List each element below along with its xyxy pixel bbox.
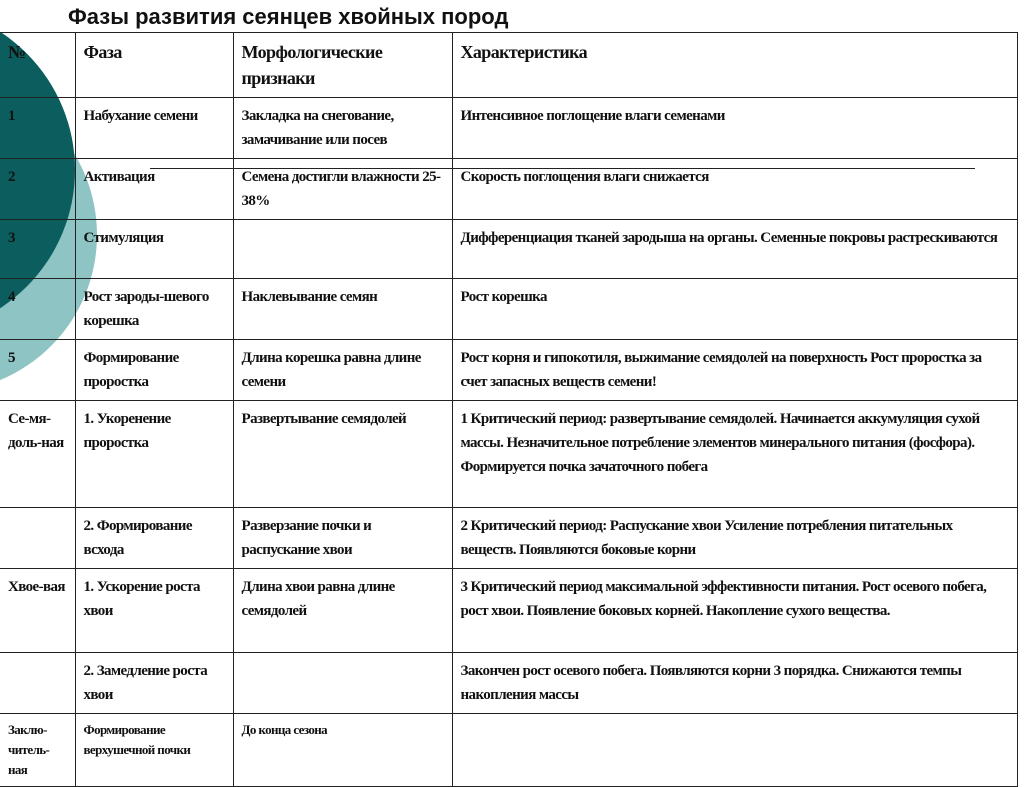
cell-characteristic: Рост корня и гипокотиля, выжимание семядолей на поверхность Рост проростка за счет запасных веществ семени!: [452, 340, 1018, 401]
table-row: [0, 401, 1018, 508]
cell-number: Хвое-вая: [0, 569, 75, 653]
cell-characteristic: 3 Критический период максимальной эффективности питания. Рост осевого побега, рост хвои. Появление боковых корней. Накопление сухого вещества.: [452, 569, 1018, 653]
header-number: №: [0, 33, 75, 98]
cell-characteristic: Закончен рост осевого побега. Появляются корни 3 порядка. Снижаются темпы накопления массы: [452, 653, 1018, 714]
cell-phase: 2. Формирование всхода: [75, 508, 233, 569]
cell-number: [0, 653, 75, 714]
cell-phase: Набухание семени: [75, 98, 233, 159]
cell-morphology: До конца сезона: [233, 714, 452, 787]
cell-number: 5: [0, 340, 75, 401]
cell-characteristic: Дифференциация тканей зародыша на органы. Семенные покровы растрескиваются: [452, 220, 1018, 279]
cell-morphology: Наклевывание семян: [233, 279, 452, 340]
cell-morphology: [233, 220, 452, 279]
stray-line: [150, 168, 975, 169]
table-row: [0, 569, 1018, 653]
table-row: [0, 508, 1018, 569]
cell-number: 1: [0, 98, 75, 159]
cell-characteristic: Скорость поглощения влаги снижается: [452, 159, 1018, 220]
phases-table: [0, 32, 1018, 787]
header-phase: Фаза: [75, 33, 233, 98]
cell-characteristic: Интенсивное поглощение влаги семенами: [452, 98, 1018, 159]
cell-characteristic: Рост корешка: [452, 279, 1018, 340]
cell-phase: 1. Ускорение роста хвои: [75, 569, 233, 653]
table-row: [0, 220, 1018, 279]
table-row: [0, 714, 1018, 787]
cell-phase: 2. Замедление роста хвои: [75, 653, 233, 714]
table-row: [0, 98, 1018, 159]
table-row: [0, 279, 1018, 340]
cell-phase: Стимуляция: [75, 220, 233, 279]
cell-number: Се-мя-доль-ная: [0, 401, 75, 508]
cell-number: 4: [0, 279, 75, 340]
cell-number: 2: [0, 159, 75, 220]
cell-phase: 1. Укоренение проростка: [75, 401, 233, 508]
cell-phase: Активация: [75, 159, 233, 220]
slide-title: Фазы развития сеянцев хвойных пород: [68, 4, 509, 29]
header-morphology: Морфологические признаки: [233, 33, 452, 98]
cell-number: [0, 508, 75, 569]
table-row: [0, 653, 1018, 714]
header-characteristic: Характеристика: [452, 33, 1018, 98]
table-header-row: [0, 33, 1018, 98]
cell-morphology: Длина хвои равна длине семядолей: [233, 569, 452, 653]
cell-characteristic: [452, 714, 1018, 787]
cell-characteristic: 2 Критический период: Распускание хвои Усиление потребления питательных веществ. Появляются боковые корни: [452, 508, 1018, 569]
cell-phase: Рост зароды-шевого корешка: [75, 279, 233, 340]
table-row: [0, 340, 1018, 401]
cell-number: 3: [0, 220, 75, 279]
cell-number: Заклю-читель-ная: [0, 714, 75, 787]
cell-morphology: [233, 653, 452, 714]
cell-morphology: Развертывание семядолей: [233, 401, 452, 508]
cell-characteristic: 1 Критический период: развертывание семядолей. Начинается аккумуляция сухой массы. Незначительное потребление элементов минерального питания (фосфора). Формируется почка зачаточного побега: [452, 401, 1018, 508]
cell-morphology: Семена достигли влажности 25-38%: [233, 159, 452, 220]
cell-morphology: Разверзание почки и распускание хвои: [233, 508, 452, 569]
cell-morphology: Закладка на снегование, замачивание или посев: [233, 98, 452, 159]
cell-phase: Формирование верхушечной почки: [75, 714, 233, 787]
cell-morphology: Длина корешка равна длине семени: [233, 340, 452, 401]
cell-phase: Формирование проростка: [75, 340, 233, 401]
